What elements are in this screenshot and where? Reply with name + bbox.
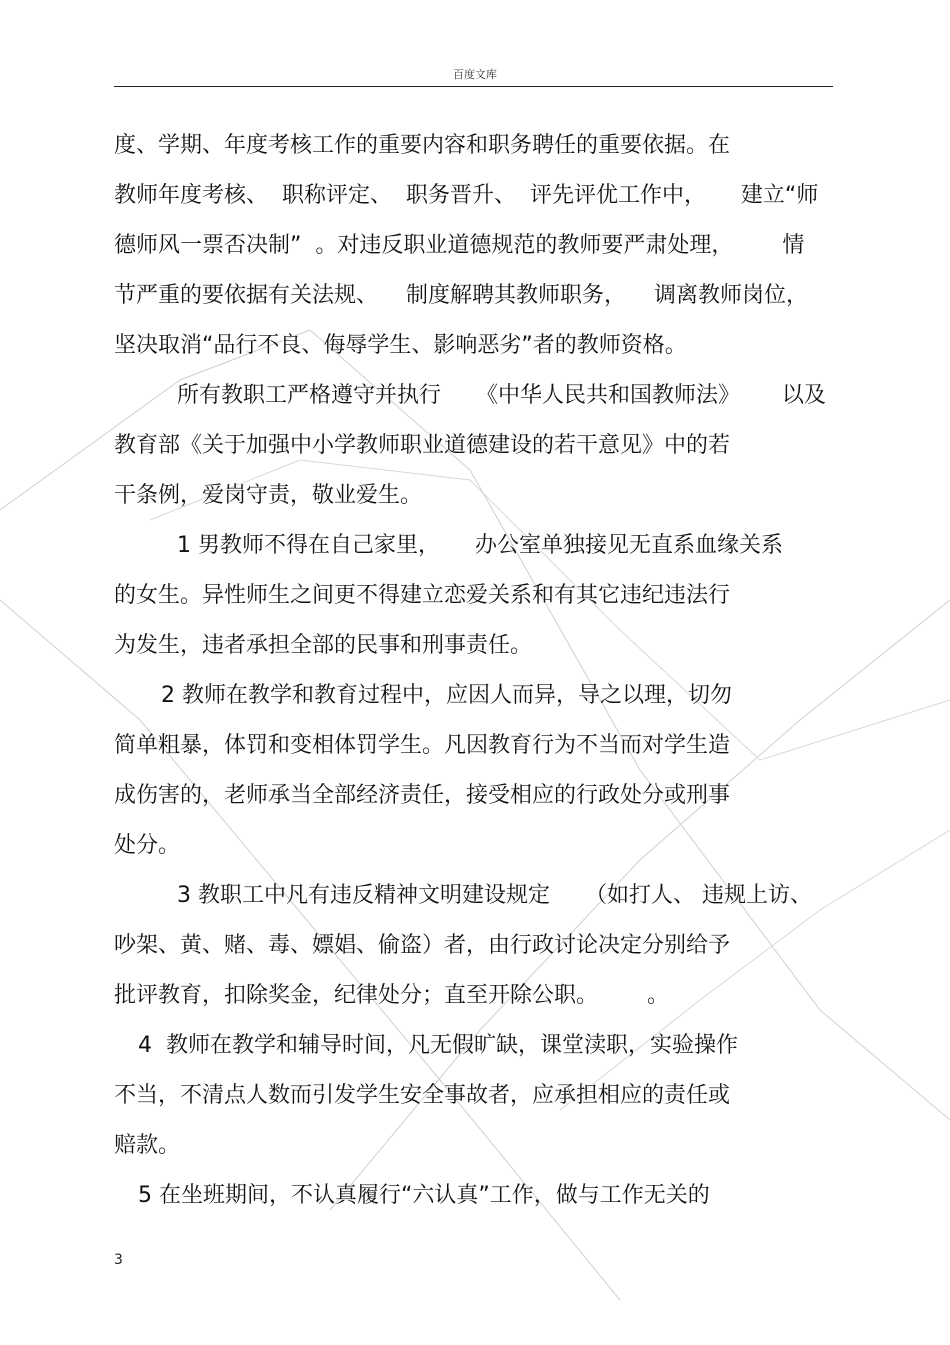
body-line: 2 教师在教学和教育过程中，应因人而异，导之以理，切勿 <box>161 683 732 708</box>
body-line: 简单粗暴，体罚和变相体罚学生。凡因教育行为不当而对学生造 <box>114 733 731 758</box>
body-line: 教育部《关于加强中小学教师职业道德建设的若干意见》中的若 <box>114 433 731 458</box>
body-line: 节严重的要依据有关法规、 制度解聘其教师职务， 调离教师岗位， <box>114 283 808 308</box>
body-line: 4 教师在教学和辅导时间，凡无假旷缺，课堂渎职，实验操作 <box>138 1033 738 1058</box>
body-line: 1 男教师不得在自己家里， 办公室单独接见无直系血缘关系 <box>177 533 783 558</box>
body-line: 吵架、黄、赌、毒、嫖娼、偷盗）者，由行政讨论决定分别给予 <box>114 933 731 958</box>
body-line: 所有教职工严格遵守并执行 《中华人民共和国教师法》 以及 <box>177 383 826 408</box>
body-line: 3 教职工中凡有违反精神文明建设规定 （如打人、 违规上访、 <box>177 883 812 908</box>
body-line: 赔款。 <box>114 1133 181 1158</box>
body-line: 成伤害的，老师承当全部经济责任，接受相应的行政处分或刑事 <box>114 783 731 808</box>
body-line: 5 在坐班期间，不认真履行“六认真”工作，做与工作无关的 <box>138 1183 710 1208</box>
header-rule <box>114 86 833 87</box>
body-line: 干条例，爱岗守责，敬业爱生。 <box>114 483 423 508</box>
body-line: 的女生。异性师生之间更不得建立恋爱关系和有其它违纪违法行 <box>114 583 731 608</box>
header-title: 百度文库 <box>453 68 497 81</box>
body-line: 德师风一票否决制” 。对违反职业道德规范的教师要严肃处理， 情 <box>114 233 805 258</box>
body-line: 批评教育，扣除奖金，纪律处分；直至开除公职。 。 <box>114 983 669 1008</box>
page-number: 3 <box>114 1252 123 1268</box>
body-line: 坚决取消“品行不良、侮辱学生、影响恶劣”者的教师资格。 <box>114 333 687 358</box>
body-line: 度、学期、年度考核工作的重要内容和职务聘任的重要依据。在 <box>114 133 731 158</box>
body-line: 不当，不清点人数而引发学生安全事故者，应承担相应的责任或 <box>114 1083 731 1108</box>
body-line: 教师年度考核、 职称评定、 职务晋升、 评先评优工作中， 建立“师 <box>114 183 819 208</box>
body-line: 处分。 <box>114 833 181 858</box>
body-line: 为发生，违者承担全部的民事和刑事责任。 <box>114 633 533 658</box>
